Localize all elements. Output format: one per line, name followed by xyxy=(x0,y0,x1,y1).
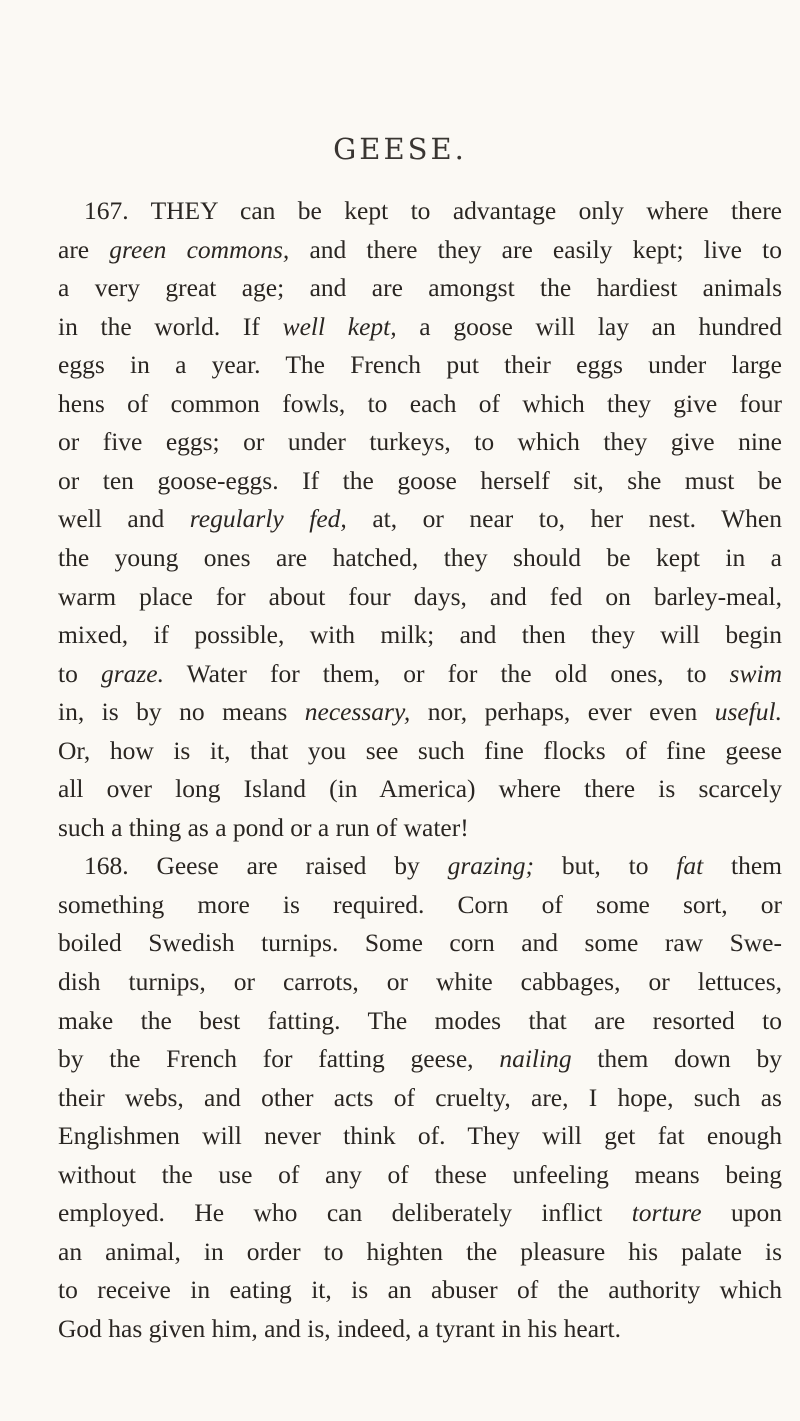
text-segment: such a thing as a pond or a run of water! xyxy=(58,812,469,842)
text-line xyxy=(58,346,782,384)
italic-text: nailing xyxy=(499,1044,572,1074)
text-line xyxy=(58,1117,782,1155)
text-segment: an animal, in order to highten the pleasure his palate is xyxy=(58,1236,782,1266)
text-line xyxy=(58,231,782,269)
text-line xyxy=(58,308,782,346)
text-segment: make the best fatting. The modes that are resorted to xyxy=(58,1005,782,1035)
text-segment: well and xyxy=(58,504,190,534)
text-segment: warm place for about four days, and fed on barley-meal, xyxy=(58,581,782,611)
text-segment: all over long Island (in America) where there is scarcely xyxy=(58,774,782,804)
text-line xyxy=(58,616,782,654)
text-segment: mixed, if possible, with milk; and then they will begin xyxy=(58,620,782,650)
text-segment: God has given him, and is, indeed, a tyrant in his heart. xyxy=(58,1313,622,1343)
text-line xyxy=(58,809,782,847)
text-line xyxy=(58,539,782,577)
text-segment: Englishmen will never think of. They will get fat enough xyxy=(58,1121,782,1151)
text-segment: Or, how is it, that you see such fine flocks of fine geese xyxy=(58,735,782,765)
text-segment: upon xyxy=(701,1198,782,1228)
page-title: GEESE. xyxy=(333,132,467,166)
text-line xyxy=(58,462,782,500)
text-line xyxy=(58,578,782,616)
text-segment: in the world. If xyxy=(58,311,283,341)
text-line xyxy=(58,500,782,538)
text-segment: Water for them, or for the old ones, to xyxy=(163,658,730,688)
text-line xyxy=(58,385,782,423)
text-segment: or five eggs; or under turkeys, to which they give nine xyxy=(58,427,782,457)
italic-text: regularly fed, xyxy=(189,504,347,534)
text-line xyxy=(58,924,782,962)
italic-text: well kept, xyxy=(282,311,397,341)
text-segment: a very great age; and are amongst the hardiest animals xyxy=(58,273,782,303)
text-segment: boiled Swedish turnips. Some corn and some raw Swe- xyxy=(58,928,782,958)
text-line xyxy=(58,1194,782,1232)
text-line xyxy=(58,1156,782,1194)
text-segment: them down by xyxy=(571,1044,782,1074)
text-segment: 168. Geese are raised by xyxy=(84,851,448,881)
text-segment: something more is required. Corn of some sort, or xyxy=(58,889,782,919)
italic-text: grazing; xyxy=(447,851,534,881)
text-segment: by the French for fatting geese, xyxy=(58,1044,500,1074)
italic-text: graze. xyxy=(100,658,164,688)
text-segment: dish turnips, or carrots, or white cabbages, or lettuces, xyxy=(58,967,782,996)
text-segment: them xyxy=(703,851,782,881)
text-line xyxy=(58,1079,782,1117)
text-segment: 167. THEY can be kept to advantage only where there xyxy=(84,196,782,225)
text-segment: their webs, and other acts of cruelty, are, I hope, such as xyxy=(58,1082,782,1112)
text-segment: and there they are easily kept; live to xyxy=(289,234,782,264)
text-segment: in, is by no means xyxy=(58,697,305,727)
text-segment: at, or near to, her nest. When xyxy=(346,504,782,534)
italic-text: useful. xyxy=(714,697,782,727)
italic-text: swim xyxy=(729,658,782,688)
text-line xyxy=(84,192,782,230)
italic-text: green commons, xyxy=(109,234,290,264)
text-line xyxy=(58,1002,782,1040)
text-segment: to receive in eating it, is an abuser of the authority which xyxy=(58,1275,782,1305)
text-line xyxy=(58,1233,782,1271)
italic-text: necessary, xyxy=(304,697,411,727)
text-line xyxy=(58,269,782,307)
text-line xyxy=(58,963,782,1001)
text-segment: the young ones are hatched, they should be kept in a xyxy=(58,542,782,572)
text-segment: but, to xyxy=(534,851,677,881)
text-line xyxy=(58,1271,782,1309)
text-segment: eggs in a year. The French put their eggs under large xyxy=(58,350,782,380)
text-line xyxy=(58,732,782,770)
italic-text: torture xyxy=(631,1198,702,1228)
text-line xyxy=(58,655,782,693)
text-line xyxy=(58,770,782,808)
text-segment: hens of common fowls, to each of which they give four xyxy=(58,388,782,418)
text-segment: a goose will lay an hundred xyxy=(396,311,782,341)
text-line xyxy=(58,1040,782,1078)
text-segment: employed. He who can deliberately inflict xyxy=(58,1198,632,1228)
text-segment: nor, perhaps, ever even xyxy=(410,697,715,727)
text-line xyxy=(84,847,782,885)
text-line xyxy=(58,1310,782,1348)
text-line xyxy=(58,423,782,461)
text-segment: without the use of any of these unfeeling means being xyxy=(58,1159,782,1189)
text-segment: or ten goose-eggs. If the goose herself sit, she must be xyxy=(58,465,782,495)
text-segment: to xyxy=(58,658,101,688)
text-segment: are xyxy=(58,234,110,264)
text-line xyxy=(58,886,782,924)
text-line xyxy=(58,693,782,731)
italic-text: fat xyxy=(676,851,704,881)
